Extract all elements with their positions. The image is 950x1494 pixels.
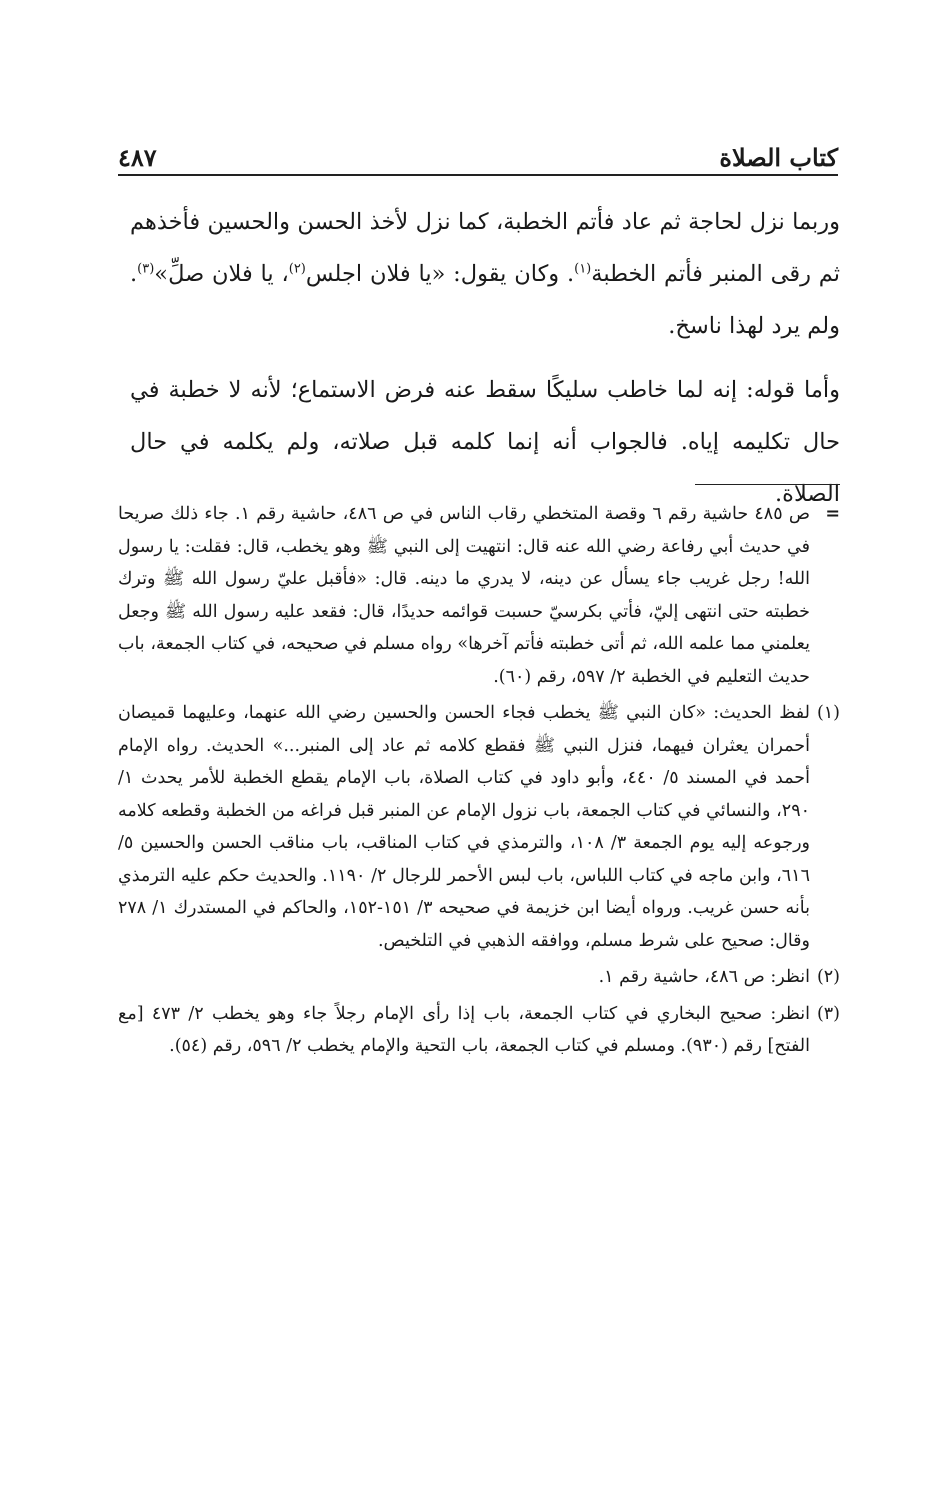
footnote-text: ص ٤٨٥ حاشية رقم ٦ وقصة المتخطي رقاب الناس في ص ٤٨٦، حاشية رقم ١. جاء ذلك صريحا في حديث أبي رفاعة رضي الله عنه قال: انتهيت إلى النبي ﷺ وهو يخطب، قال: فقلت: يا رسول الله! رجل غريب جاء يسأل عن دينه، لا يدري ما دينه. قال: «فأقبل عليّ رسول الله ﷺ وترك خطبته حتى انتهى إليّ، فأتي بكرسيّ حسبت قوائمه حديدًا، قال: فقعد عليه رسول الله ﷺ وجعل يعلمني مما علمه الله، ثم أتى خطبته فأتم آخرها» رواه مسلم في صحيحه، في كتاب الجمعة، باب حديث التعليم في الخطبة ٢/ ٥٩٧، رقم (٦٠).: [118, 504, 810, 687]
paragraph-1-part-1: وربما نزل لحاجة ثم عاد فأتم الخطبة، كما نزل لأخذ الحسن والحسين فأخذهم ثم رقى المنبر فأتم الخطبة: [130, 209, 840, 287]
paragraph-1: [130, 196, 840, 352]
footnote-marker: (٢): [816, 967, 840, 987]
paragraph-2: وأما قوله: إنه لما خاطب سليكًا سقط عنه فرض الاستماع؛ لأنه لا خطبة في حال تكليمه إياه. فالجواب أنه إنما كلمه قبل صلاته، ولم يكلمه في حال الصلاة.: [130, 377, 840, 507]
footnote-text: انظر: ص ٤٨٦، حاشية رقم ١.: [598, 967, 810, 987]
footnote-text: لفظ الحديث: «كان النبي ﷺ يخطب فجاء الحسن والحسين رضي الله عنهما، وعليهما قميصان أحمران يعثران فيهما، فنزل النبي ﷺ فقطع كلامه ثم عاد إلى المنبر...» الحديث. رواه الإمام أحمد في المسند ٥/ ٤٤٠، وأبو داود في كتاب الصلاة، باب الإمام يقطع الخطبة للأمر يحدث ١/ ٢٩٠، والنسائي في كتاب الجمعة، باب نزول الإمام عن المنبر قبل فراغه من الخطبة وقطعه كلامه ورجوعه إليه يوم الجمعة ٣/ ١٠٨، والترمذي في كتاب المناقب، باب مناقب الحسن والحسين ٥/ ٦١٦، وابن ماجه في كتاب اللباس، باب لبس الأحمر للرجال ٢/ ١١٩٠. والحديث حكم عليه الترمذي بأنه حسن غريب. ورواه أيضا ابن خزيمة في صحيحه ٣/ ١٥١-١٥٢، والحاكم في المستدرك ١/ ٢٧٨ وقال: صحيح على شرط مسلم، ووافقه الذهبي في التلخيص.: [118, 703, 810, 951]
header-rule: [118, 174, 838, 176]
footnote-ref-1: (١): [574, 261, 592, 277]
chapter-title: كتاب الصلاة: [719, 143, 838, 172]
footnote-continuation: [118, 498, 840, 693]
page-number: ٤٨٧: [118, 143, 157, 172]
footnote-ref-2: (٢): [288, 261, 306, 277]
footnote-marker: =: [825, 504, 840, 524]
paragraph-1-part-4: . ولم يرد لهذا ناسخ.: [130, 261, 840, 339]
footnote-2: [118, 961, 840, 994]
paragraph-1-part-2: . وكان يقول: «يا فلان اجلس: [305, 261, 575, 287]
footnote-marker: (١): [816, 703, 840, 723]
paragraph-1-part-3: ، يا فلان صلِّ»: [154, 261, 289, 287]
footnote-marker: (٣): [816, 1003, 840, 1024]
footnotes: [118, 498, 840, 1063]
footnote-separator: [695, 484, 840, 485]
footnote-ref-3: (٣): [137, 261, 155, 277]
footnote-1: [118, 697, 840, 957]
main-text: [130, 196, 840, 520]
footnote-3: [118, 998, 840, 1063]
page-header: [118, 132, 838, 176]
footnote-text: انظر: صحيح البخاري في كتاب الجمعة، باب إذا رأى الإمام رجلاً جاء وهو يخطب ٢/ ٤٧٣ [مع الفتح] رقم (٩٣٠). ومسلم في كتاب الجمعة، باب التحية والإمام يخطب ٢/ ٥٩٦، رقم (٥٤).: [118, 1003, 811, 1056]
